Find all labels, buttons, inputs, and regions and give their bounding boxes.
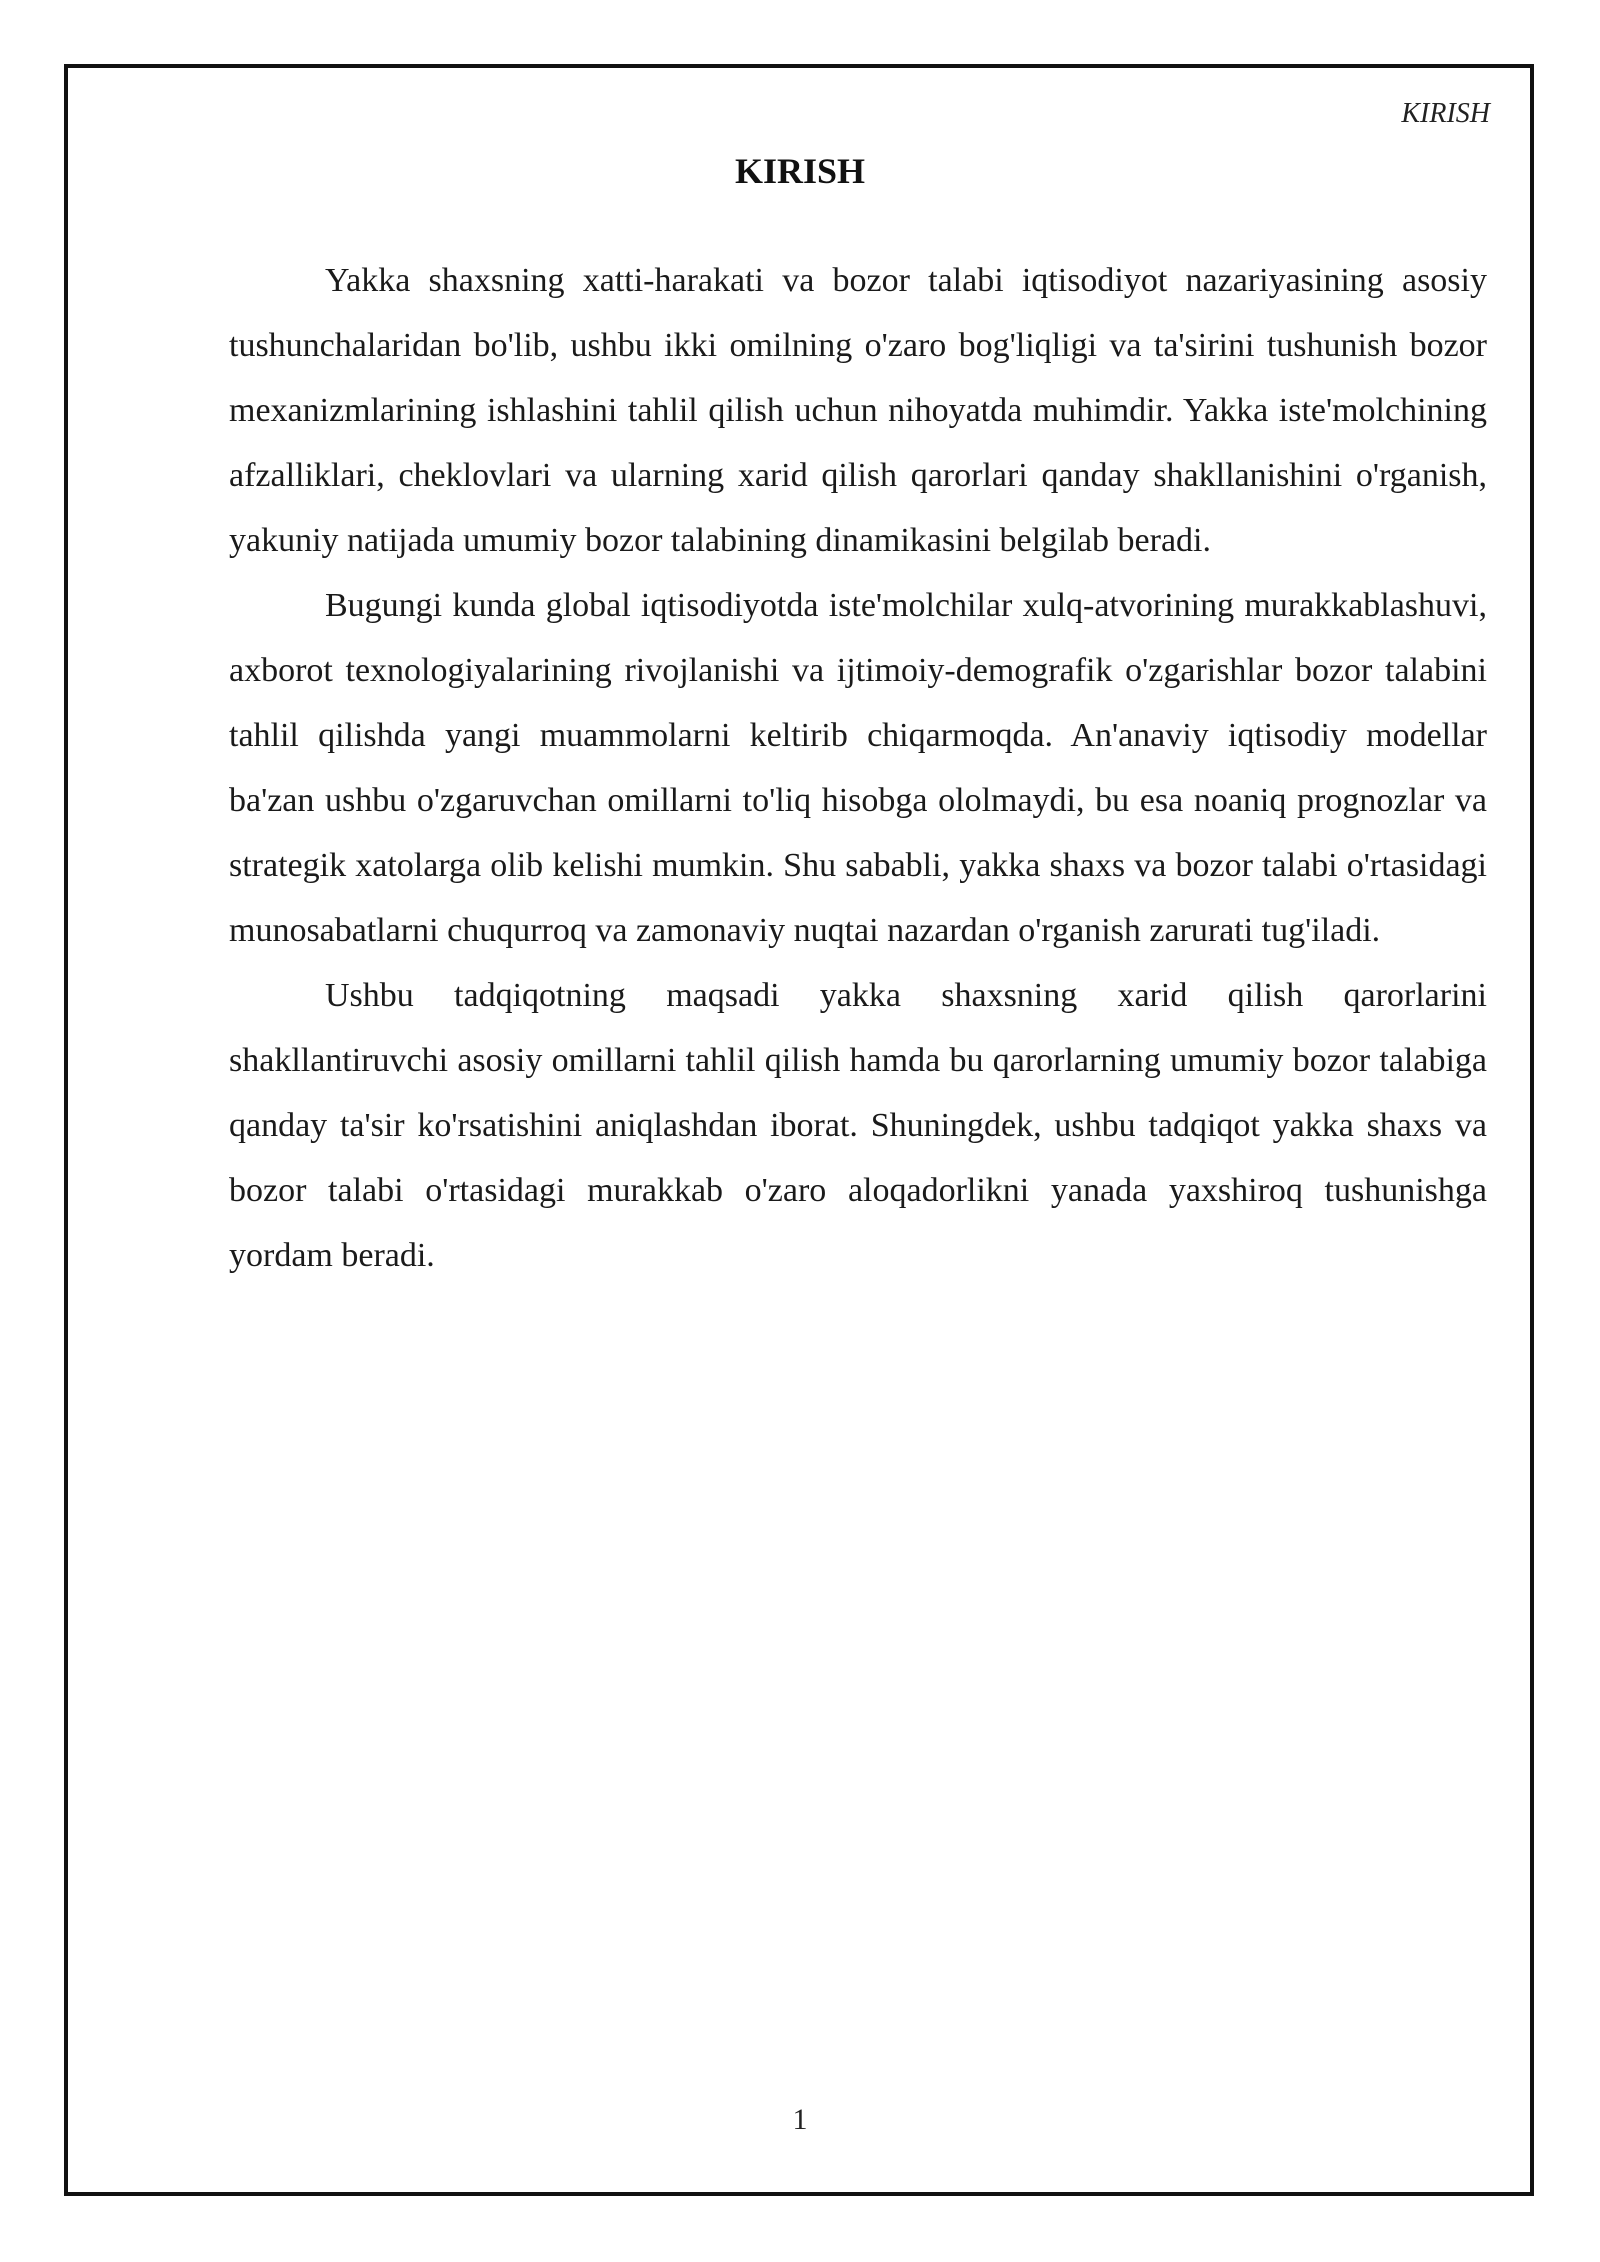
page-number: 1 <box>792 2103 808 2136</box>
body-text <box>229 248 1487 1288</box>
page-title: KIRISH <box>734 151 866 191</box>
paragraph-1: Yakka shaxsning xatti-harakati va bozor talabi iqtisodiyot nazariyasining asosiy tushunchalaridan bo'lib, ushbu ikki omilning o'zaro bog'liqligi va ta'sirini tushunish bozor mexanizmlarining ishlashini tahlil qilish uchun nihoyatda muhimdir. Yakka iste'molchining afzalliklari, cheklovlari va ularning xarid qilish qarorlari qanday shakllanishini o'rganish, yakuniy natijada umumiy bozor talabining dinamikasini belgilab beradi. <box>229 262 1487 559</box>
paragraph-3: Ushbu tadqiqotning maqsadi yakka shaxsning xarid qilish qarorlarini shakllantiruvchi asosiy omillarni tahlil qilish hamda bu qarorlarning umumiy bozor talabiga qanday ta'sir ko'rsatishini aniqlashdan iborat. Shuningdek, ushbu tadqiqot yakka shaxs va bozor talabi o'rtasidagi murakkab o'zaro aloqadorlikni yanada yaxshiroq tushunishga yordam beradi. <box>229 977 1487 1274</box>
running-header: KIRISH <box>1401 98 1490 129</box>
paragraph-2: Bugungi kunda global iqtisodiyotda iste'molchilar xulq-atvorining murakkablashuvi, axborot texnologiyalarining rivojlanishi va ijtimoiy-demografik o'zgarishlar bozor talabini tahlil qilishda yangi muammolarni keltirib chiqarmoqda. An'anaviy iqtisodiy modellar ba'zan ushbu o'zgaruvchan omillarni to'liq hisobga ololmaydi, bu esa noaniq prognozlar va strategik xatolarga olib kelishi mumkin. Shu sababli, yakka shaxs va bozor talabi o'rtasidagi munosabatlarni chuqurroq va zamonaviy nuqtai nazardan o'rganish zarurati tug'iladi. <box>229 587 1487 949</box>
